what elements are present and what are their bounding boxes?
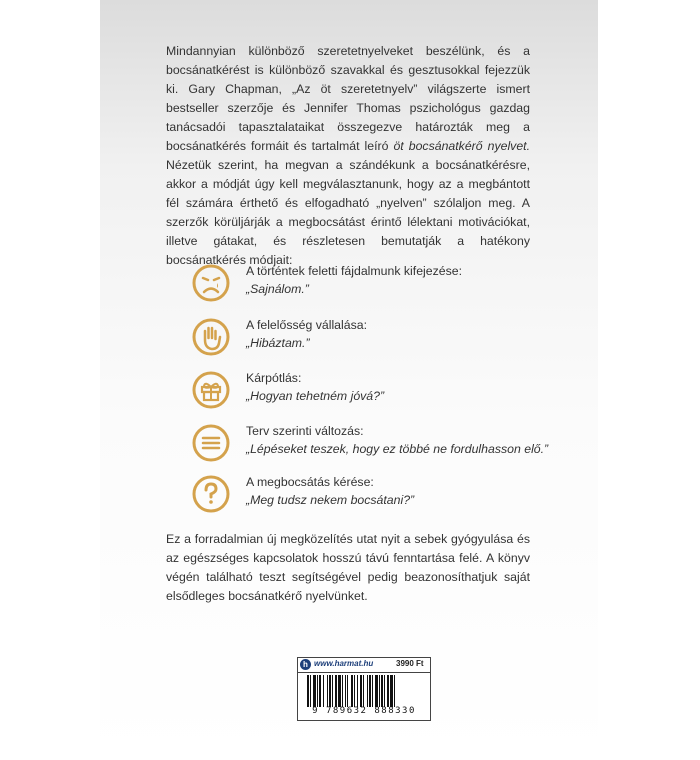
apology-language-item (190, 316, 550, 362)
intro-text-before: Mindannyian különböző szeretetnyelveket beszélünk, és a bocsánatkérést is különböző szavakkal és gesztusokkal fejezzük ki. Gary Chapman, „Az öt szeretetnyelv” világszerte ismert bestseller szerzője és Jennifer Thomas pszichológus gazdag tanácsadói tapasztalataikat összegezve határozták meg a bocsánatkérés formáit és tartalmát leíró (166, 44, 530, 153)
item-quote: „Hogyan tehetném jóvá?” (246, 389, 385, 403)
lines-icon (190, 422, 232, 464)
item-quote: „Hibáztam.” (246, 336, 310, 350)
item-title: Kárpótlás: (246, 371, 302, 385)
item-quote: „Lépéseket teszek, hogy ez többé ne fordulhasson elő.” (246, 442, 549, 456)
price-label: 3990 Ft (396, 659, 424, 668)
item-title: Terv szerinti változás: (246, 424, 364, 438)
intro-italic: öt bocsánatkérő nyelvet. (393, 139, 530, 153)
barcode-bars (307, 675, 423, 707)
intro-text-after: Nézetük szerint, ha megvan a szándékunk a bocsánatkérésre, akkor a módját úgy kell megválasztanunk, hogy az a megbántott fél számára érthető és elfogadható „nyelven” szólaljon meg. A szerzők körüljárják a megbocsátást érintő lélektani motivációkat, illetve gátakat, és részletesen bemutatják a hatékony bocsánatkérés módjait: (166, 158, 530, 267)
publisher-logo: h (300, 659, 311, 670)
sad-face-icon (190, 262, 232, 304)
outro-paragraph: Ez a forradalmian új megközelítés utat nyit a sebek gyógyulása és az egészséges kapcsolatok hosszú távú fenntartása felé. A könyv végén található teszt segítségével pedig beazonosíthatjuk saját elsődleges bocsánatkérő nyelvünket. (166, 532, 530, 603)
item-quote: „Sajnálom.” (246, 282, 309, 296)
raised-hand-icon (190, 316, 232, 358)
apology-language-item (190, 262, 550, 308)
item-quote: „Meg tudsz nekem bocsátani?” (246, 493, 415, 507)
apology-language-item (190, 369, 550, 415)
isbn-number: 9 789632 888330 (312, 706, 416, 716)
barcode-label (297, 657, 431, 721)
item-title: A történtek feletti fájdalmunk kifejezése: (246, 264, 462, 278)
apology-language-item (190, 473, 550, 519)
intro-paragraph (166, 42, 530, 270)
item-title: A megbocsátás kérése: (246, 475, 374, 489)
publisher-website: www.harmat.hu (314, 659, 374, 668)
barcode-header (298, 658, 430, 673)
apology-language-item (190, 422, 550, 468)
gift-icon (190, 369, 232, 411)
item-title: A felelősség vállalása: (246, 318, 367, 332)
question-icon (190, 473, 232, 515)
